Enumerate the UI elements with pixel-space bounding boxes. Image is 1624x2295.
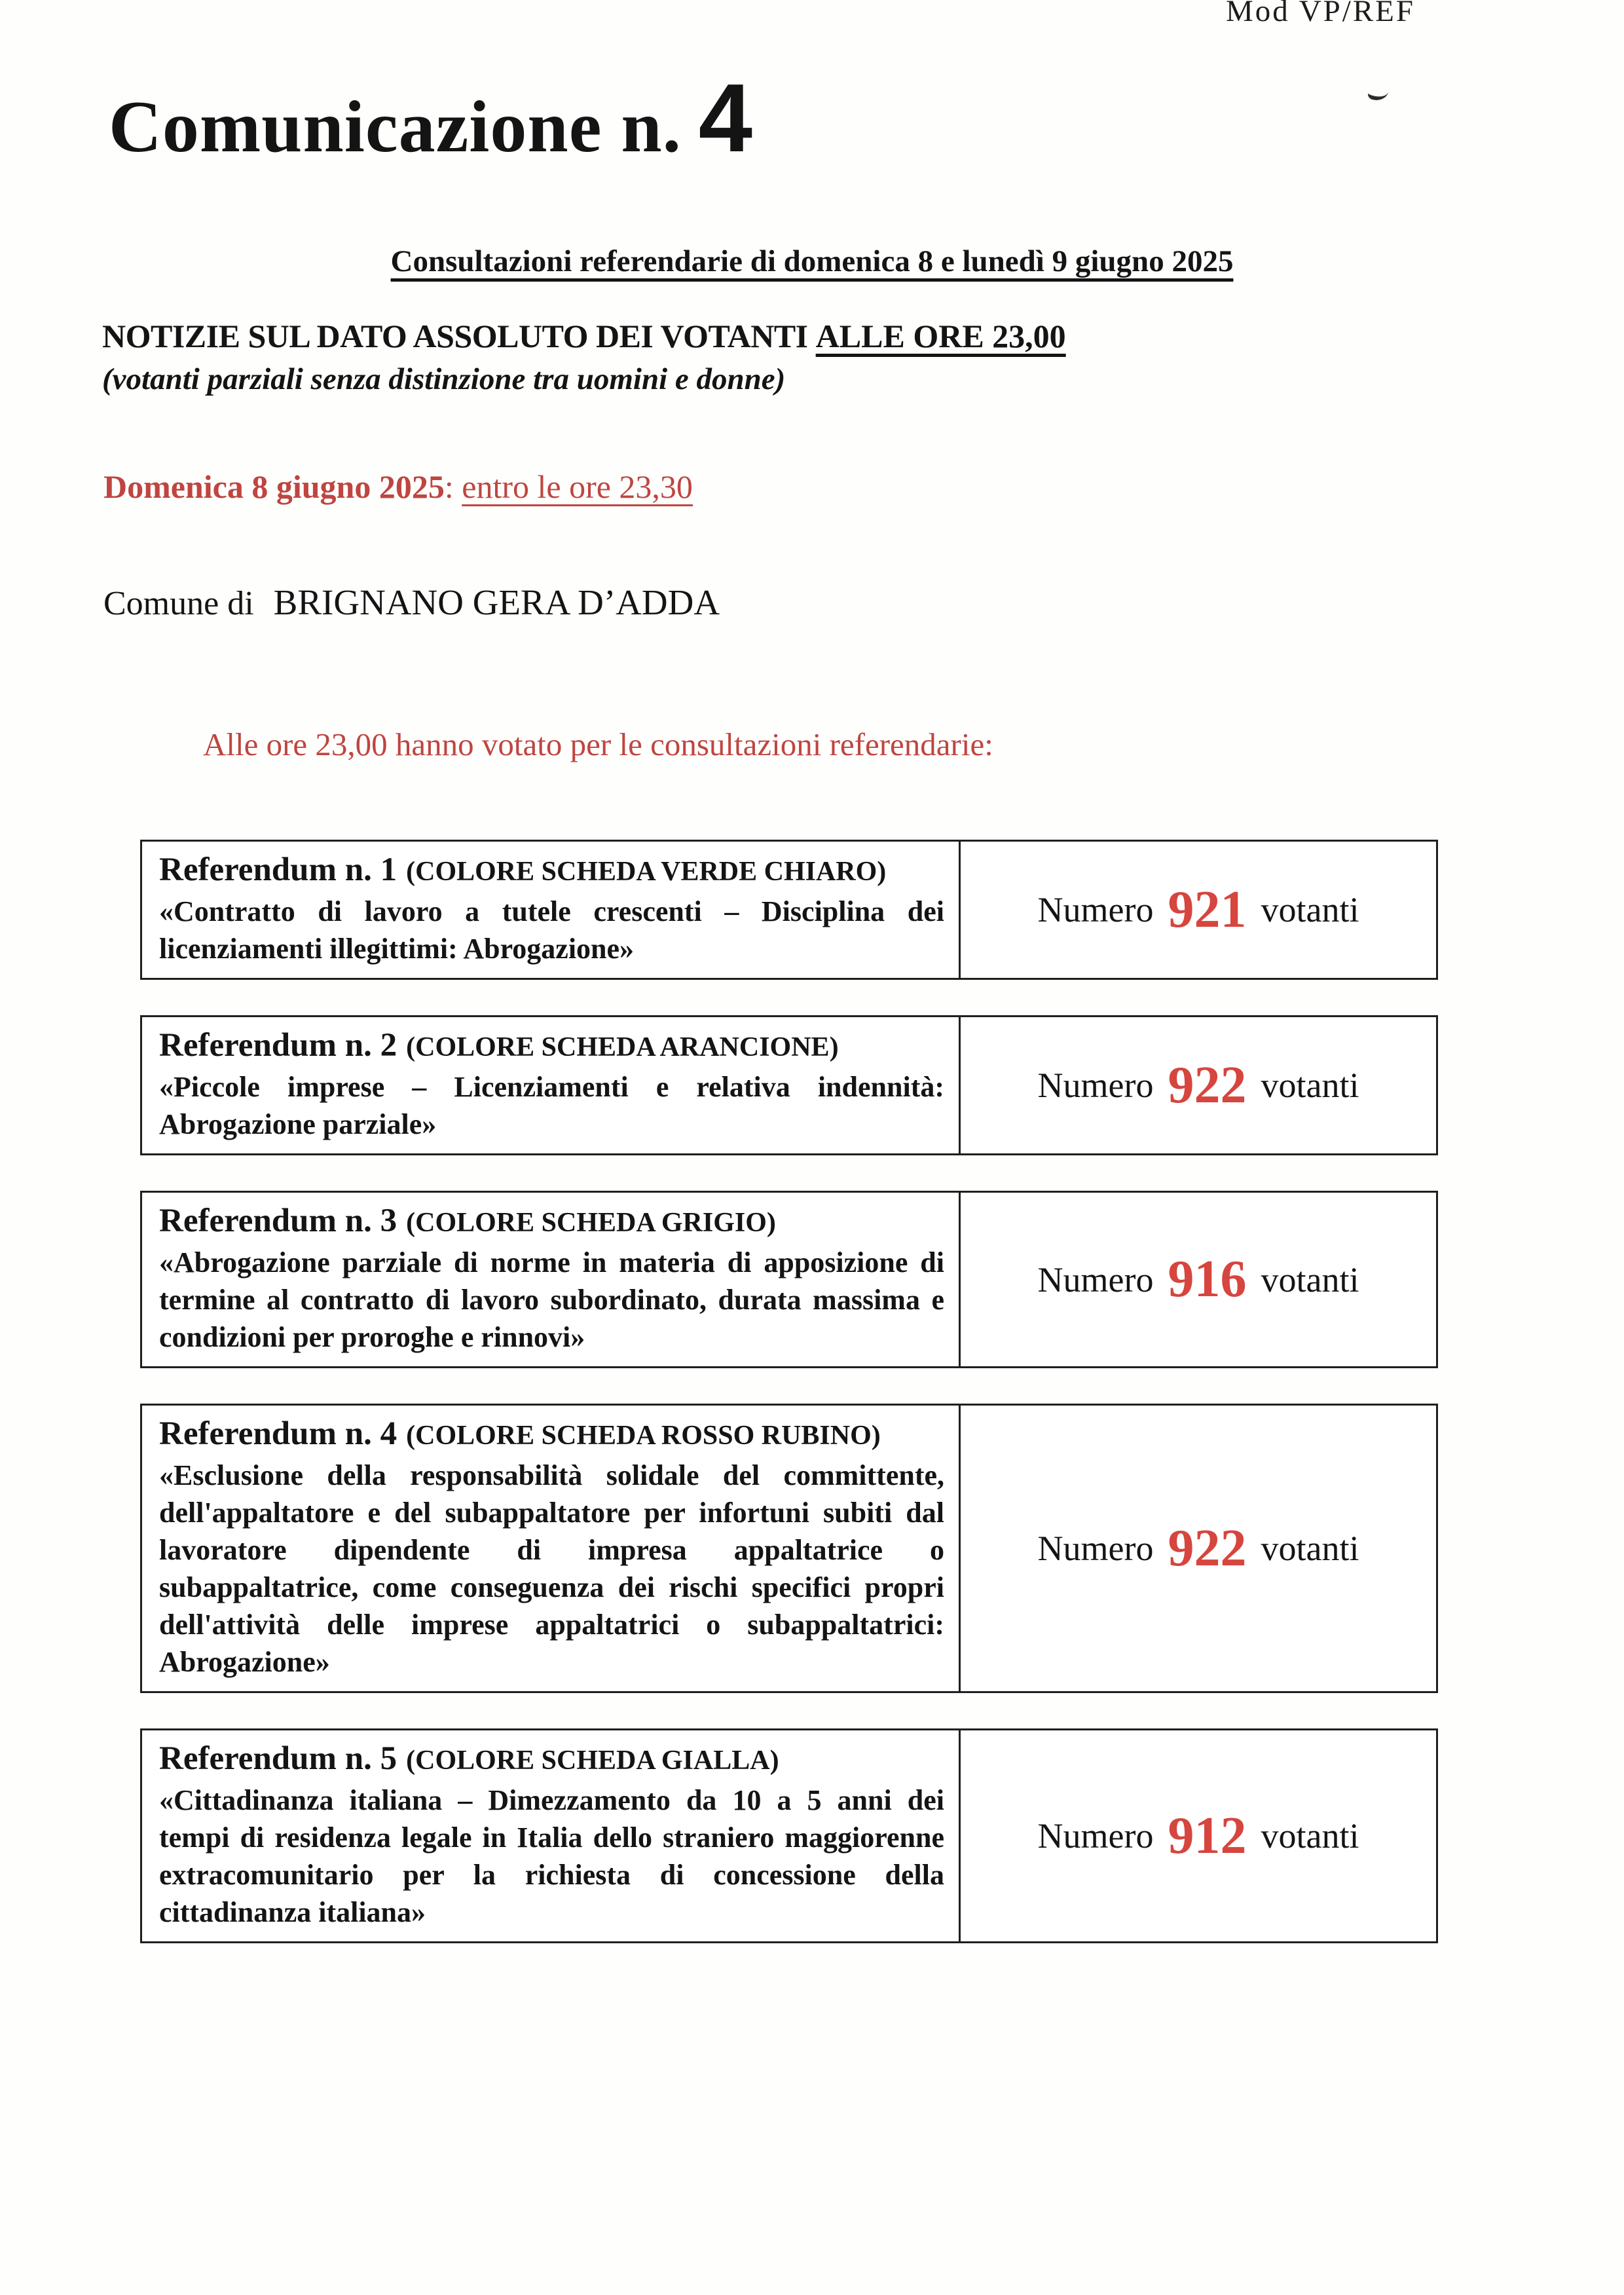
numero-label: Numero xyxy=(1037,1816,1154,1856)
votanti-label: votanti xyxy=(1261,1529,1359,1568)
referendum-2-description: «Piccole imprese – Licenziamenti e relativa indennità: Abrogazione parziale» xyxy=(159,1071,944,1140)
referendum-4-color-note: (COLORE SCHEDA ROSSO RUBINO) xyxy=(406,1421,881,1451)
referendum-5-votes-count: 912 xyxy=(1168,1806,1247,1865)
referendum-box-4 xyxy=(140,1404,1438,1693)
referendum-box-2 xyxy=(140,1015,1438,1155)
referendum-1-votes-cell xyxy=(961,842,1436,978)
referendum-3-heading xyxy=(159,1202,944,1240)
referendum-1-description: «Contratto di lavoro a tutele crescenti – Disciplina dei licenziamenti illegittimi: Abrogazione» xyxy=(159,895,944,965)
pen-mark xyxy=(1367,82,1390,103)
comune-line xyxy=(103,582,720,623)
referendum-5-votes-cell xyxy=(961,1730,1436,1941)
referendum-1-text-cell xyxy=(142,842,961,978)
referendum-3-title: Referendum n. 3 xyxy=(159,1203,397,1239)
referendum-1-votes-count: 921 xyxy=(1168,880,1247,939)
subtitle: Consultazioni referendarie di domenica 8 e lunedì 9 giugno 2025 xyxy=(390,244,1234,278)
referendum-box-1 xyxy=(140,840,1438,980)
referendum-3-votes-count: 916 xyxy=(1168,1250,1247,1308)
notice-line xyxy=(102,317,1281,355)
votanti-label: votanti xyxy=(1261,890,1359,929)
referendum-5-heading xyxy=(159,1740,944,1778)
referendum-2-title: Referendum n. 2 xyxy=(159,1027,397,1064)
referendum-5-color-note: (COLORE SCHEDA GIALLA) xyxy=(406,1745,779,1776)
referendum-5-text-cell xyxy=(142,1730,961,1941)
notice-block xyxy=(102,317,1281,397)
votanti-label: votanti xyxy=(1261,1066,1359,1105)
date-line xyxy=(103,468,693,506)
referendum-5-description: «Cittadinanza italiana – Dimezzamento da 10 a 5 anni dei tempi di residenza legale in Italia dello straniero maggiorenne extracomunitario per la richiesta di concessione della cittadinanza italiana» xyxy=(159,1784,944,1928)
notice-underlined-text: ALLE ORE 23,00 xyxy=(815,318,1066,354)
referendum-box-5 xyxy=(140,1728,1438,1943)
referendum-table xyxy=(140,840,1438,1943)
notice-main-text: NOTIZIE SUL DATO ASSOLUTO DEI VOTANTI xyxy=(102,318,816,354)
numero-label: Numero xyxy=(1037,1066,1154,1105)
form-model-label: Mod VP/REF xyxy=(1226,0,1416,28)
referendum-4-text-cell xyxy=(142,1406,961,1691)
referendum-1-heading xyxy=(159,851,944,889)
votanti-label: votanti xyxy=(1261,1816,1359,1856)
referendum-4-description: «Esclusione della responsabilità solidale del committente, dell'appaltatore e del subappaltatore per infortuni subiti dal lavoratore dipendente di impresa appaltatrice o subappaltatrice, come conseguenza dei rischi specifici propri dell'attività delle imprese appaltatrici o subappaltatrici: Abrogazione» xyxy=(159,1459,944,1678)
date-bold-text: Domenica 8 giugno 2025 xyxy=(103,468,445,505)
intro-line: Alle ore 23,00 hanno votato per le consultazioni referendarie: xyxy=(203,726,993,762)
referendum-2-color-note: (COLORE SCHEDA ARANCIONE) xyxy=(406,1032,839,1062)
referendum-3-color-note: (COLORE SCHEDA GRIGIO) xyxy=(406,1208,776,1238)
referendum-5-title: Referendum n. 5 xyxy=(159,1740,397,1777)
page-title-number: 4 xyxy=(698,64,753,172)
referendum-4-title: Referendum n. 4 xyxy=(159,1415,397,1452)
numero-label: Numero xyxy=(1037,1529,1154,1568)
referendum-3-text-cell xyxy=(142,1193,961,1366)
referendum-4-votes-count: 922 xyxy=(1168,1519,1247,1577)
referendum-4-votes-cell xyxy=(961,1406,1436,1691)
referendum-3-votes-cell xyxy=(961,1193,1436,1366)
referendum-2-text-cell xyxy=(142,1017,961,1153)
comune-label: Comune di xyxy=(103,585,254,622)
referendum-1-color-note: (COLORE SCHEDA VERDE CHIARO) xyxy=(406,857,887,887)
page-title xyxy=(109,63,752,174)
votanti-label: votanti xyxy=(1261,1259,1359,1299)
date-separator: : xyxy=(444,468,462,505)
referendum-box-3 xyxy=(140,1191,1438,1368)
subtitle-row xyxy=(0,244,1624,279)
referendum-3-description: «Abrogazione parziale di norme in materia di apposizione di termine al contratto di lavoro subordinato, durata massima e condizioni per proroghe e rinnovi» xyxy=(159,1246,944,1353)
referendum-2-votes-cell xyxy=(961,1017,1436,1153)
referendum-1-title: Referendum n. 1 xyxy=(159,851,397,888)
page-title-text: Comunicazione n. xyxy=(109,86,682,168)
numero-label: Numero xyxy=(1037,890,1154,929)
referendum-2-votes-count: 922 xyxy=(1168,1056,1247,1114)
referendum-2-heading xyxy=(159,1026,944,1064)
referendum-4-heading xyxy=(159,1415,944,1453)
comune-name: BRIGNANO GERA D’ADDA xyxy=(273,582,720,622)
date-underlined-text: entro le ore 23,30 xyxy=(462,468,693,505)
numero-label: Numero xyxy=(1037,1259,1154,1299)
notice-subline: (votanti parziali senza distinzione tra uomini e donne) xyxy=(102,362,786,396)
